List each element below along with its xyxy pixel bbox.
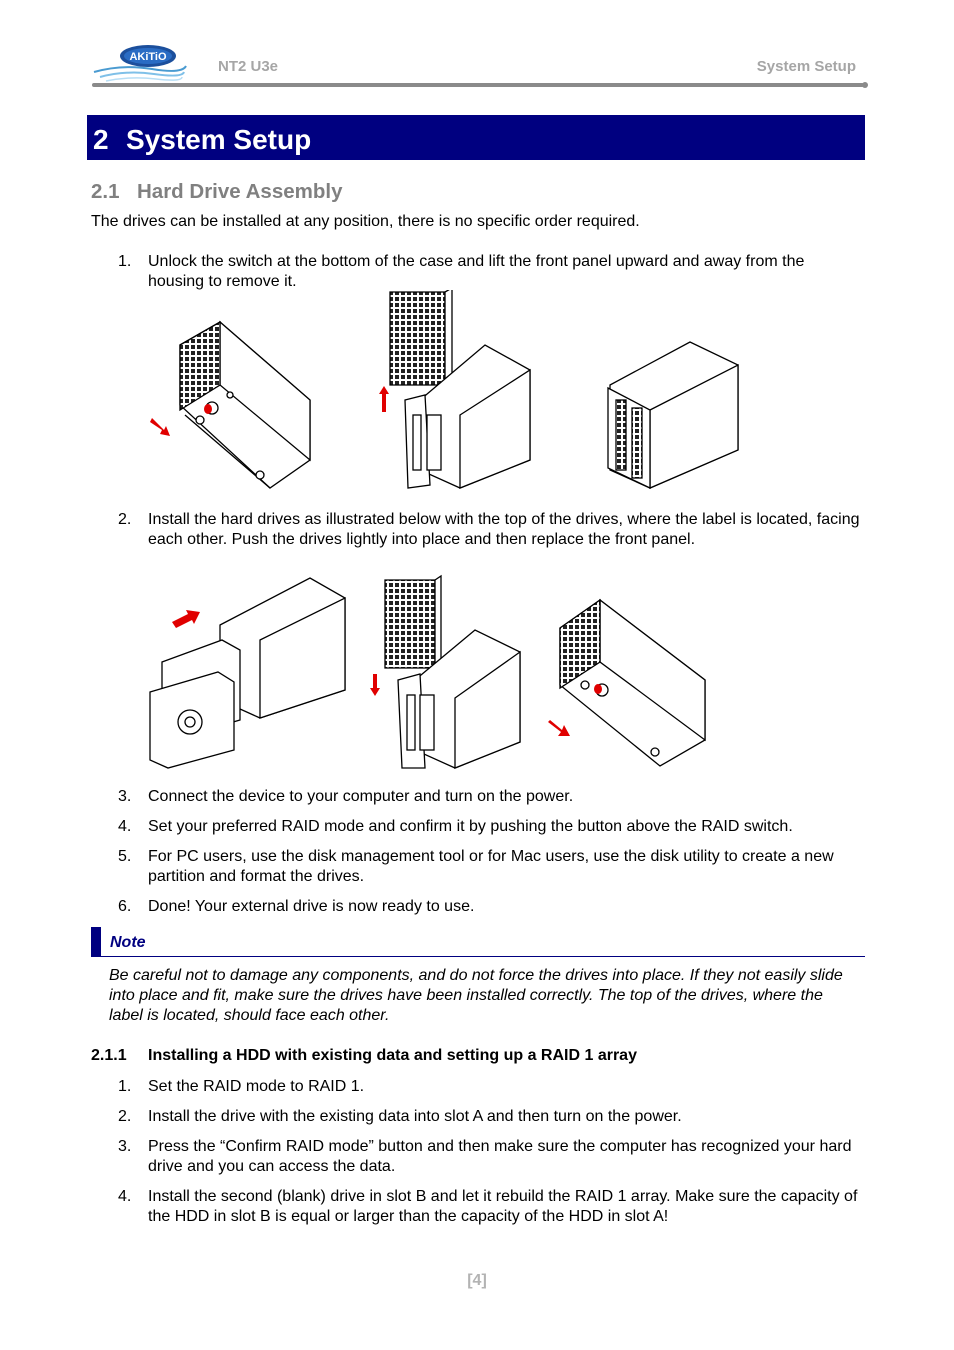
header-section: System Setup: [756, 58, 856, 75]
list-text: Unlock the switch at the bottom of the case and lift the front panel upward and away from the housing to remove it.: [148, 253, 805, 290]
list-text: Set the RAID mode to RAID 1.: [148, 1078, 365, 1095]
header-product: NT2 U3e: [218, 58, 279, 75]
list-number: 4.: [118, 818, 132, 835]
note-text: Be careful not to damage any components, and do not force the drives into place. If they not easily slide into place and fit, make sure the drives have been installed correctly. The top of the drives, where the label is located, should face each other.: [109, 967, 843, 1024]
logo-text: AKiTiO: [129, 51, 167, 63]
list-number: 2.: [118, 511, 132, 528]
drive-insertion-illustration: [150, 578, 345, 768]
list-item: [118, 847, 864, 887]
list-number: 1.: [118, 1078, 132, 1095]
section-heading: [91, 180, 342, 204]
figure-install-drives: [130, 570, 770, 770]
list-number: 2.: [118, 1108, 132, 1125]
list-number: 6.: [118, 898, 132, 915]
list-item: [118, 1107, 864, 1127]
figure-remove-panel: [130, 290, 770, 492]
list-item: [118, 510, 864, 550]
section-title: Hard Drive Assembly: [137, 180, 343, 203]
list-number: 3.: [118, 1138, 132, 1155]
list-text: Install the second (blank) drive in slot B and let it rebuild the RAID 1 array. Make sure the capacity of the HDD in slot B is equal or larger than the capacity of the HDD in slot A!: [148, 1188, 858, 1225]
list-item: [118, 1187, 864, 1227]
list-text: Install the drive with the existing data into slot A and then turn on the power.: [148, 1108, 682, 1125]
list-text: For PC users, use the disk management tool or for Mac users, use the disk utility to create a new partition and format the drives.: [148, 848, 834, 885]
intro-text: The drives can be installed at any position, there is no specific order required.: [91, 213, 640, 230]
list-text: Press the “Confirm RAID mode” button and then make sure the computer has recognized your hard drive and you can access the data.: [148, 1138, 852, 1175]
chapter-number: 2: [93, 124, 109, 155]
chapter-banner: [87, 115, 865, 160]
case-panel-lifted-illustration: [379, 290, 530, 488]
note-accent-bar: [91, 927, 101, 956]
subsection-heading: [91, 1047, 637, 1065]
list-item: [118, 1077, 864, 1097]
list-number: 3.: [118, 788, 132, 805]
case-assembled-illustration: [608, 342, 738, 488]
list-text: Done! Your external drive is now ready to use.: [148, 898, 475, 915]
list-text: Install the hard drives as illustrated below with the top of the drives, where the label is located, facing each other. Push the drives lightly into place and then replace the front panel.: [148, 511, 860, 548]
note-divider: [91, 956, 865, 957]
list-number: 4.: [118, 1188, 132, 1205]
case-bottom-view-illustration: [150, 322, 310, 488]
note-title: Note: [110, 934, 146, 951]
chapter-title: System Setup: [126, 124, 312, 155]
case-lock-switch-illustration: [548, 600, 705, 766]
list-text: Connect the device to your computer and turn on the power.: [148, 788, 574, 805]
list-item: [118, 1137, 864, 1177]
list-number: 5.: [118, 848, 132, 865]
list-number: 1.: [118, 253, 132, 270]
list-text: Set your preferred RAID mode and confirm it by pushing the button above the RAID switch.: [148, 818, 793, 835]
akitio-logo: [92, 42, 188, 82]
case-panel-lowered-illustration: [370, 576, 520, 768]
list-item: [118, 817, 864, 837]
header-rule: [92, 83, 864, 87]
list-item: [118, 252, 864, 292]
list-item: [118, 897, 864, 917]
subsection-title: Installing a HDD with existing data and setting up a RAID 1 array: [148, 1047, 637, 1064]
list-item: [118, 787, 864, 807]
subsection-number: 2.1.1: [91, 1047, 127, 1064]
section-number: 2.1: [91, 180, 120, 203]
page-number: [4]: [467, 1272, 487, 1289]
